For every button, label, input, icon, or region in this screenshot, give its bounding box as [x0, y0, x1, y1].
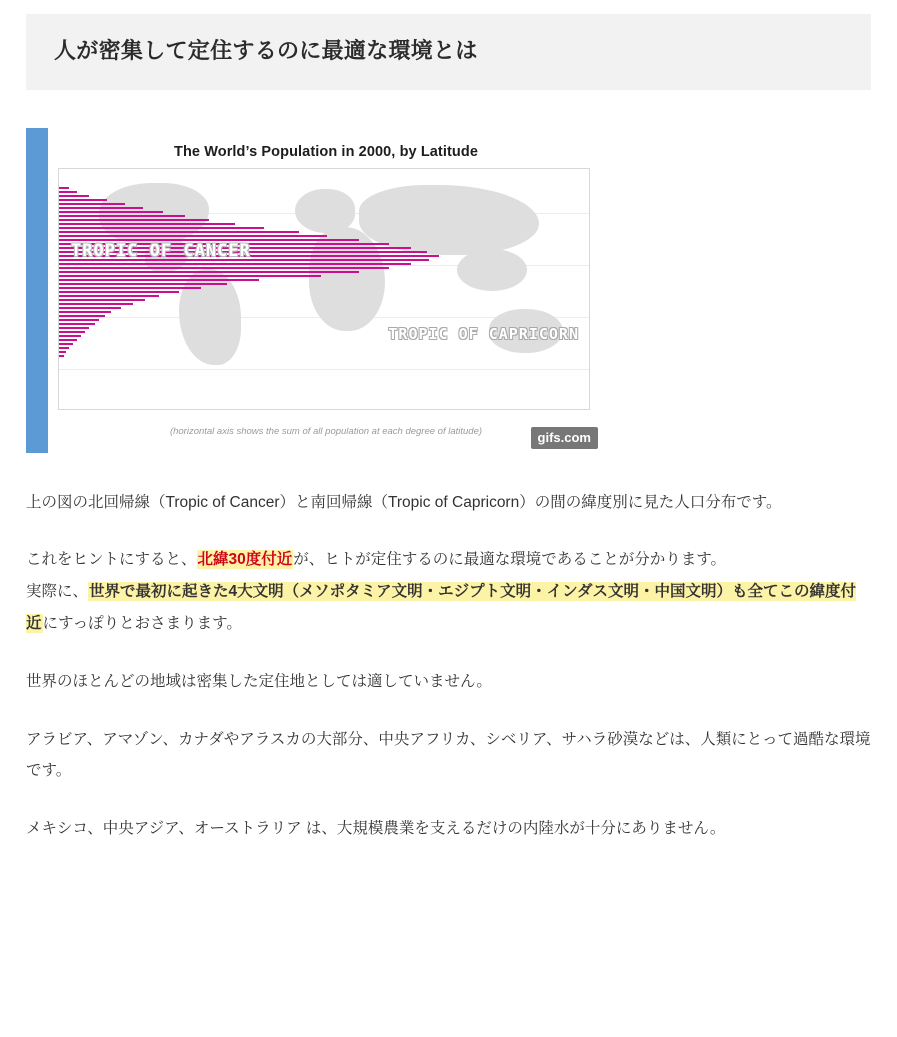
article-body	[26, 453, 871, 845]
tropic-of-capricorn-label: TROPIC OF CAPRICORN	[388, 324, 579, 343]
bar	[59, 187, 69, 189]
paragraph-3-text-b: にすっぽりとおさまります。	[42, 614, 242, 632]
paragraph-6: メキシコ、中央アジア、オーストラリア は、大規模農業を支えるだけの内陸水が十分にありません。	[26, 820, 726, 838]
bar	[59, 219, 209, 221]
highlight-north-latitude-30: 北緯30度付近	[197, 551, 293, 569]
bar	[59, 223, 235, 225]
bar	[59, 295, 159, 297]
bar	[59, 283, 227, 285]
population-figure	[26, 128, 604, 453]
heading-band	[26, 14, 871, 90]
bar	[59, 207, 143, 209]
bar	[59, 199, 107, 201]
bar	[59, 319, 99, 321]
paragraph-3-text-a: 実際に、	[26, 583, 89, 601]
bar	[59, 267, 389, 269]
gifs-watermark: gifs.com	[531, 427, 598, 449]
page-title: 人が密集して定住するのに最適な環境とは	[54, 38, 478, 63]
highlight-four-civilizations: 世界で最初に起きた4大文明（メソポタミア文明・エジプト文明・インダス文明・中国文明）も全てこの緯度付近	[26, 583, 857, 632]
bar	[59, 307, 121, 309]
paragraph-4: 世界のほとんどの地域は密集した定住地としては適していません。	[26, 672, 492, 690]
bar	[59, 263, 411, 265]
bar	[59, 203, 125, 205]
bar	[59, 335, 81, 337]
figure-plot-area	[58, 168, 590, 410]
paragraph-1: 上の図の北回帰線（Tropic of Cancer）と南回帰線（Tropic of Capricorn）の間の緯度別に見た人口分布です。	[26, 493, 782, 511]
bar	[59, 211, 163, 213]
bar	[59, 339, 77, 341]
bar	[59, 231, 299, 233]
bar	[59, 323, 95, 325]
figure-title: The World’s Population in 2000, by Latitude	[174, 143, 478, 160]
article-page	[0, 14, 897, 845]
paragraph-3	[26, 576, 871, 640]
paragraph-5: アラビア、アマゾン、カナダやアラスカの大部分、中央アフリカ、シベリア、サハラ砂漠などは、人類にとって過酷な環境です。	[26, 730, 871, 780]
bar	[59, 227, 264, 229]
bar	[59, 331, 85, 333]
bar	[59, 215, 185, 217]
tropic-of-cancer-label: TROPIC OF CANCER	[71, 240, 251, 261]
bar	[59, 291, 179, 293]
bar	[59, 343, 73, 345]
bar	[59, 195, 89, 197]
bar	[59, 303, 133, 305]
bar	[59, 347, 69, 349]
paragraph-2-text-b: が、ヒトが定住するのに最適な環境であることが分かります。	[293, 551, 727, 569]
paragraph-2-text-a: これをヒントにすると、	[26, 551, 197, 569]
figure-inner	[48, 128, 604, 453]
bar	[59, 287, 201, 289]
bar	[59, 191, 77, 193]
bar	[59, 279, 259, 281]
paragraph-2	[26, 544, 871, 576]
figure-caption: (horizontal axis shows the sum of all population at each degree of latitude)	[169, 425, 483, 437]
bar	[59, 275, 321, 277]
bar	[59, 311, 111, 313]
bar	[59, 355, 64, 357]
bar	[59, 299, 145, 301]
bar	[59, 235, 327, 237]
bar	[59, 327, 89, 329]
bar	[59, 351, 66, 353]
bar	[59, 315, 105, 317]
population-histogram	[59, 169, 589, 409]
bar	[59, 271, 359, 273]
